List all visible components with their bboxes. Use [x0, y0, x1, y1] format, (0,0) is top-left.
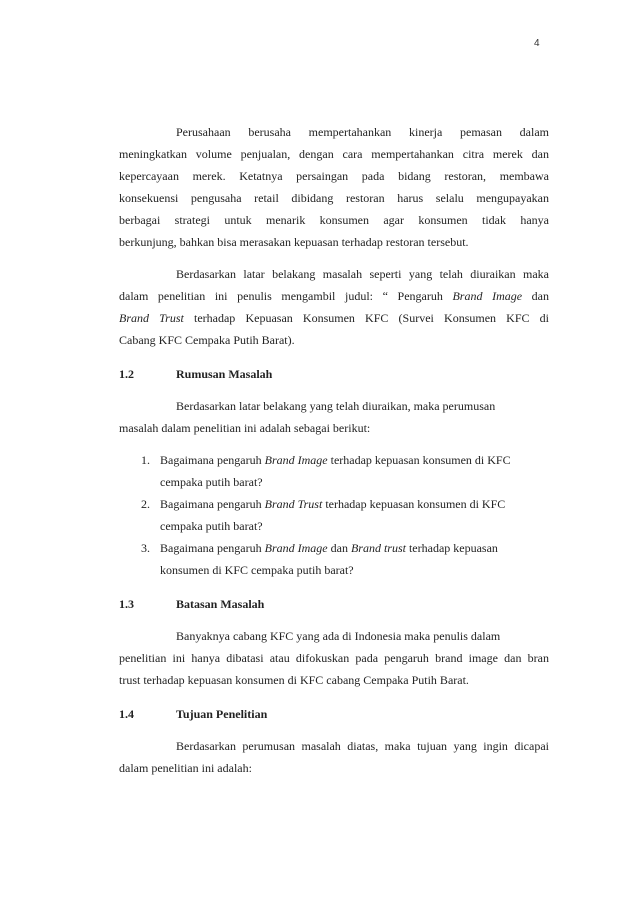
section-number: 1.2	[119, 367, 134, 381]
emphasis-brand-image: Brand Image	[452, 289, 523, 303]
paragraph-line: masalah dalam penelitian ini adalah sebagai berikut:	[119, 421, 371, 435]
paragraph-line: Perusahaan berusaha mempertahankan kinerja pemasan dalam	[176, 125, 549, 139]
paragraph-line: kepercayaan merek. Ketatnya persaingan pada bidang restoran, membawa	[119, 169, 549, 183]
list-number: 3.	[141, 541, 150, 555]
paragraph-line: berkunjung, bahkan bisa merasakan kepuasan terhadap restoran tersebut.	[119, 235, 469, 249]
list-item-continuation: konsumen di KFC cempaka putih barat?	[160, 563, 354, 577]
paragraph-line: Berdasarkan perumusan masalah diatas, maka tujuan yang ingin dicapai	[176, 739, 549, 753]
text-run: dalam penelitian ini penulis mengambil judul: “ Pengaruh	[119, 289, 453, 303]
section-number: 1.4	[119, 707, 134, 721]
paragraph-line	[119, 288, 549, 304]
paragraph-line: Berdasarkan latar belakang masalah seperti yang telah diuraikan maka	[176, 267, 549, 281]
paragraph-line: trust terhadap kepuasan konsumen di KFC cabang Cempaka Putih Barat.	[119, 673, 469, 687]
list-number: 2.	[141, 497, 150, 511]
section-title: Rumusan Masalah	[176, 367, 273, 381]
list-item: Bagaimana pengaruh Brand Trust terhadap kepuasan konsumen di KFC	[160, 497, 506, 511]
list-item: Bagaimana pengaruh Brand Image dan Brand trust terhadap kepuasan	[160, 541, 498, 555]
section-number: 1.3	[119, 597, 134, 611]
list-number: 1.	[141, 453, 150, 467]
paragraph-line: berbagai strategi untuk menarik konsumen agar konsumen tidak hanya	[119, 213, 549, 227]
paragraph-line: Berdasarkan latar belakang yang telah diuraikan, maka perumusan	[176, 399, 496, 413]
emphasis-brand-trust: Brand Trust	[119, 311, 184, 325]
list-item-continuation: cempaka putih barat?	[160, 519, 263, 533]
paragraph-line: penelitian ini hanya dibatasi atau difokuskan pada pengaruh brand image dan bran	[119, 651, 549, 665]
section-title: Batasan Masalah	[176, 597, 265, 611]
paragraph-line: Banyaknya cabang KFC yang ada di Indonesia maka penulis dalam	[176, 629, 501, 643]
paragraph-line: Cabang KFC Cempaka Putih Barat).	[119, 333, 295, 347]
page-number: 4	[534, 38, 540, 49]
text-run: dan	[522, 289, 550, 303]
text-run: terhadap Kepuasan Konsumen KFC (Survei Konsumen KFC di	[183, 311, 550, 325]
paragraph-line: dalam penelitian ini adalah:	[119, 761, 252, 775]
list-item: Bagaimana pengaruh Brand Image terhadap kepuasan konsumen di KFC	[160, 453, 511, 467]
paragraph-line: meningkatkan volume penjualan, dengan cara mempertahankan citra merek dan	[119, 147, 549, 161]
list-item-continuation: cempaka putih barat?	[160, 475, 263, 489]
paragraph-line: konsekuensi pengusaha retail dibidang restoran harus selalu mengupayakan	[119, 191, 549, 205]
section-title: Tujuan Penelitian	[176, 707, 268, 721]
paragraph-line	[119, 310, 549, 326]
